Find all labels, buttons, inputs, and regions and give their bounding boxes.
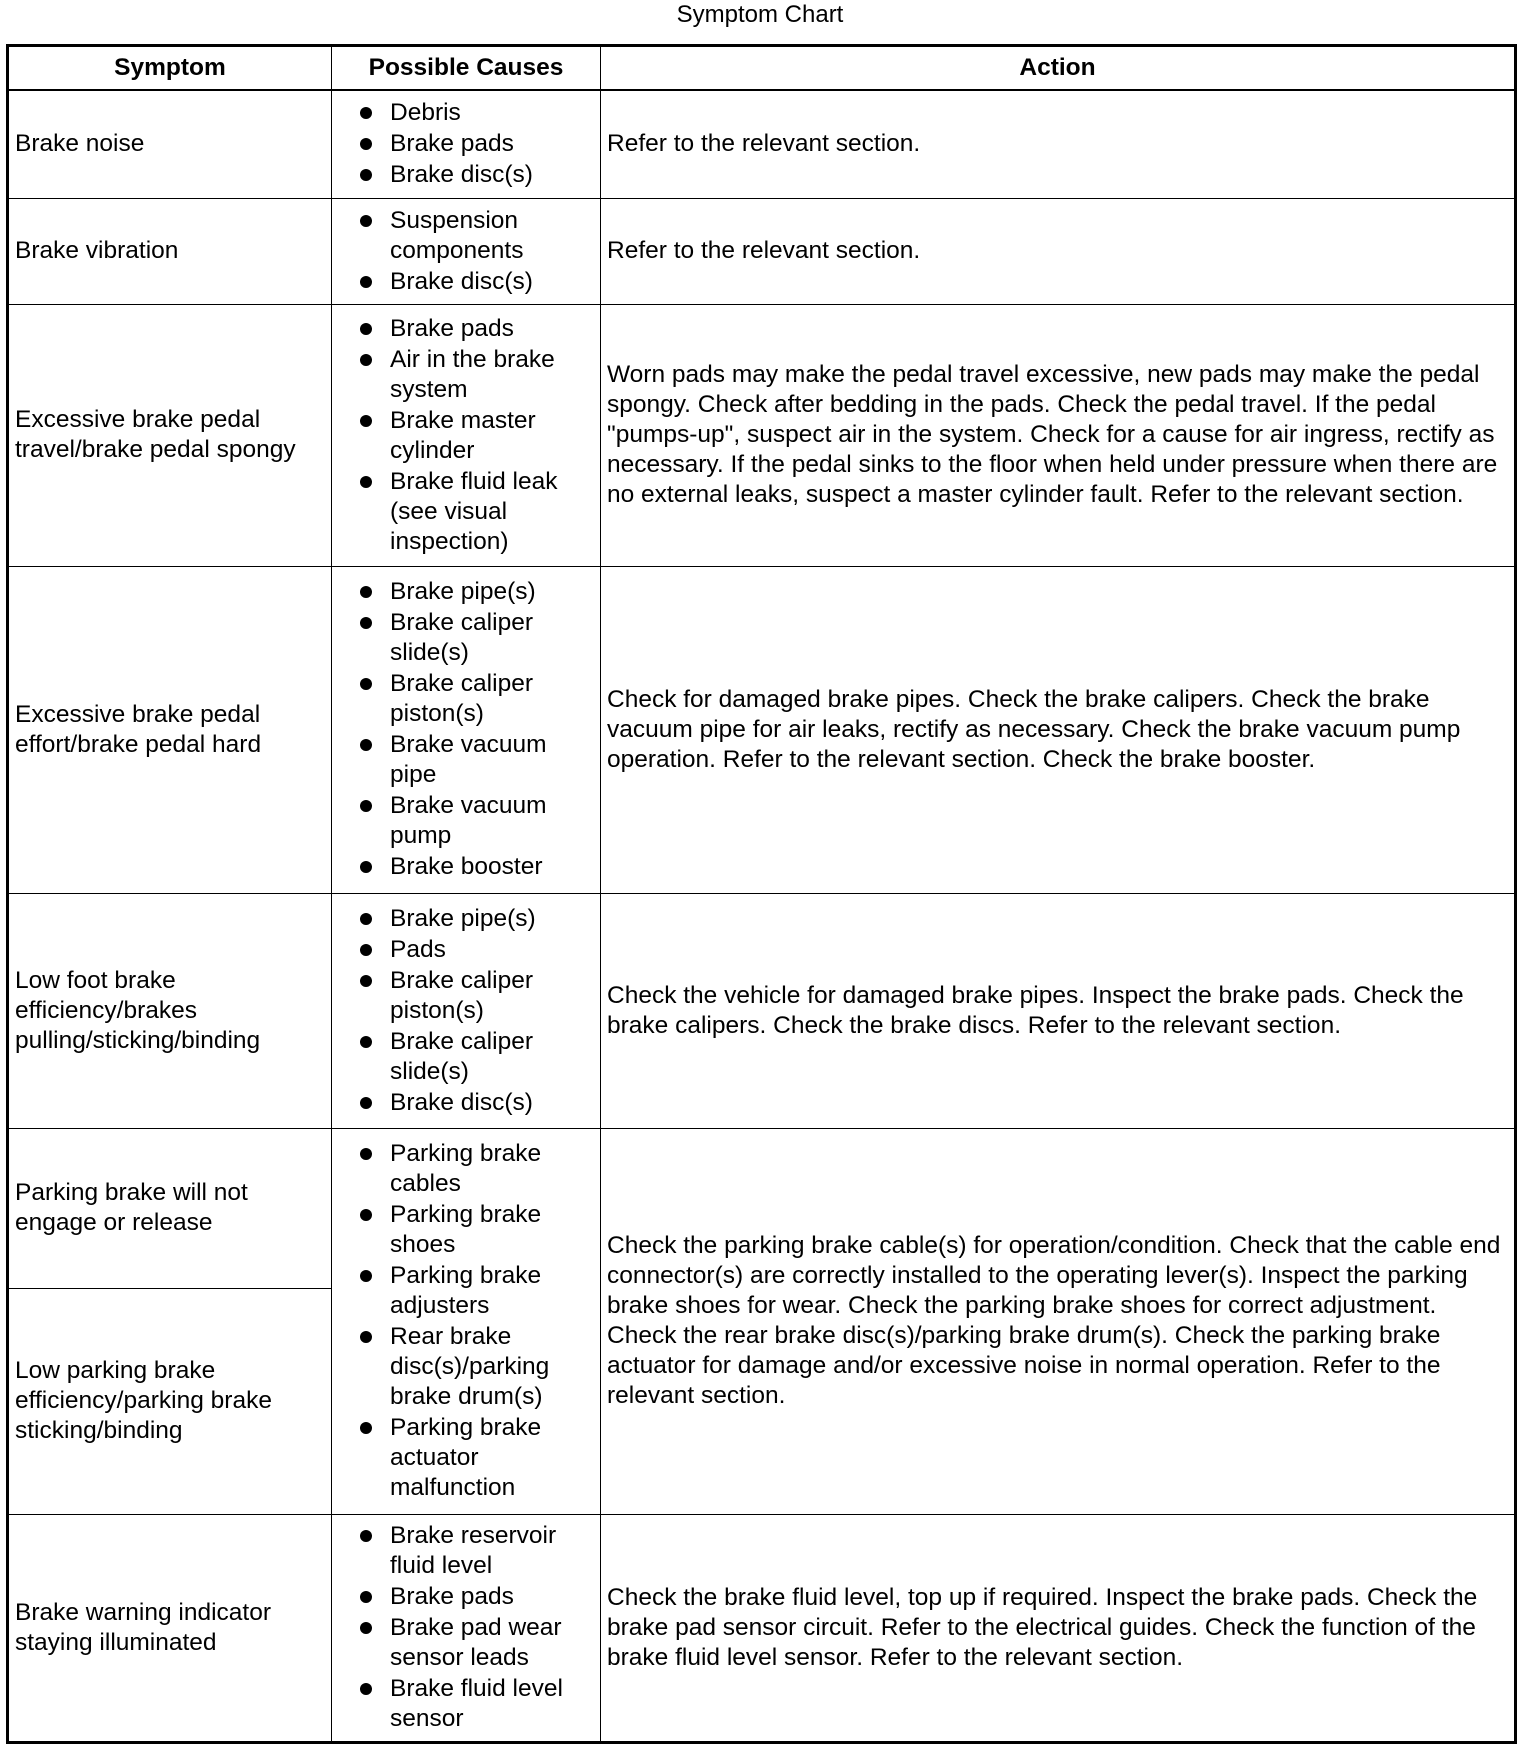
bullet-icon bbox=[360, 276, 372, 288]
bullet-icon bbox=[360, 1683, 372, 1695]
bullet-icon bbox=[360, 1036, 372, 1048]
cause-text: Air in the brake system bbox=[390, 345, 555, 403]
list-item bbox=[338, 1582, 594, 1612]
cause-text: Brake disc(s) bbox=[390, 267, 533, 295]
causes-cell bbox=[332, 198, 601, 304]
symptom-cell: Brake noise bbox=[8, 90, 332, 198]
causes-cell bbox=[332, 893, 601, 1128]
cause-text: Suspension components bbox=[390, 206, 524, 264]
causes-list bbox=[338, 95, 594, 193]
cause-text: Brake fluid level sensor bbox=[390, 1675, 563, 1732]
header-possible-causes: Possible Causes bbox=[332, 46, 601, 91]
list-item bbox=[338, 935, 594, 965]
list-item bbox=[338, 669, 594, 729]
list-item bbox=[338, 966, 594, 1026]
list-item bbox=[338, 1413, 594, 1503]
bullet-icon bbox=[360, 323, 372, 335]
list-item bbox=[338, 1613, 594, 1673]
list-item bbox=[338, 98, 594, 128]
bullet-icon bbox=[360, 1622, 372, 1634]
header-symptom: Symptom bbox=[8, 46, 332, 91]
cause-text: Brake pipe(s) bbox=[390, 904, 536, 932]
table-row bbox=[8, 566, 1516, 893]
list-item bbox=[338, 345, 594, 405]
symptom-cell: Brake vibration bbox=[8, 198, 332, 304]
bullet-icon bbox=[360, 1331, 372, 1343]
action-cell: Check the parking brake cable(s) for operation/condition. Check that the cable end connector(s) are correctly installed to the operating lever(s). Inspect the parking brake shoes for wear. Check the parking brake shoes for correct adjustment. Check the rear brake disc(s)/parking brake drum(s). Check the parking brake actuator for damage and/or excessive noise in normal operation. Refer to the relevant section. bbox=[601, 1128, 1516, 1514]
bullet-icon bbox=[360, 739, 372, 751]
list-item bbox=[338, 791, 594, 851]
action-cell: Worn pads may make the pedal travel excessive, new pads may make the pedal spongy. Check after bedding in the pads. Check the pedal travel. If the pedal "pumps-up", suspect air in the system. Check for a cause for air ingress, rectify as necessary. If the pedal sinks to the floor when held under pressure when there are no external leaks, suspect a master cylinder fault. Refer to the relevant section. bbox=[601, 304, 1516, 566]
bullet-icon bbox=[360, 586, 372, 598]
cause-text: Brake caliper piston(s) bbox=[390, 670, 533, 727]
symptom-cell: Low foot brake efficiency/brakes pulling/sticking/binding bbox=[8, 893, 332, 1128]
causes-list bbox=[338, 1136, 594, 1506]
list-item bbox=[338, 206, 594, 266]
cause-text: Parking brake cables bbox=[390, 1140, 542, 1197]
list-item bbox=[338, 160, 594, 190]
bullet-icon bbox=[360, 800, 372, 812]
list-item bbox=[338, 577, 594, 607]
table-row bbox=[8, 1514, 1516, 1742]
cause-text: Brake pads bbox=[390, 1583, 514, 1610]
causes-list bbox=[338, 574, 594, 885]
list-item bbox=[338, 852, 594, 882]
list-item bbox=[338, 1261, 594, 1321]
list-item bbox=[338, 904, 594, 934]
cause-text: Pads bbox=[390, 935, 446, 963]
symptom-cell: Parking brake will not engage or release bbox=[8, 1128, 332, 1288]
cause-text: Brake pad wear sensor leads bbox=[390, 1614, 562, 1671]
cause-text: Brake fluid leak (see visual inspection) bbox=[390, 467, 558, 555]
causes-cell bbox=[332, 90, 601, 198]
list-item bbox=[338, 267, 594, 297]
cause-text: Brake caliper piston(s) bbox=[390, 966, 533, 1024]
list-item bbox=[338, 1088, 594, 1118]
bullet-icon bbox=[360, 354, 372, 366]
symptom-cell: Excessive brake pedal travel/brake pedal spongy bbox=[8, 304, 332, 566]
causes-cell bbox=[332, 1514, 601, 1742]
bullet-icon bbox=[360, 861, 372, 873]
list-item bbox=[338, 1027, 594, 1087]
action-cell: Check the vehicle for damaged brake pipes. Inspect the brake pads. Check the brake calipers. Check the brake discs. Refer to the relevant section. bbox=[601, 893, 1516, 1128]
causes-cell bbox=[332, 304, 601, 566]
bullet-icon bbox=[360, 415, 372, 427]
action-cell: Check for damaged brake pipes. Check the brake calipers. Check the brake vacuum pipe for air leaks, rectify as necessary. Check the brake vacuum pump operation. Refer to the relevant section. Check the brake booster. bbox=[601, 566, 1516, 893]
bullet-icon bbox=[360, 1209, 372, 1221]
cause-text: Brake caliper slide(s) bbox=[390, 609, 533, 666]
cause-text: Parking brake adjusters bbox=[390, 1262, 542, 1319]
symptom-cell: Excessive brake pedal effort/brake pedal hard bbox=[8, 566, 332, 893]
header-row bbox=[8, 46, 1516, 91]
causes-list bbox=[338, 311, 594, 560]
symptom-cell: Brake warning indicator staying illuminated bbox=[8, 1514, 332, 1742]
cause-text: Brake pipe(s) bbox=[390, 578, 536, 605]
bullet-icon bbox=[360, 1591, 372, 1603]
causes-list bbox=[338, 901, 594, 1121]
bullet-icon bbox=[360, 107, 372, 119]
bullet-icon bbox=[360, 944, 372, 956]
list-item bbox=[338, 1674, 594, 1734]
document-title: Symptom Chart bbox=[676, 1, 844, 28]
symptom-cell: Low parking brake efficiency/parking brake sticking/binding bbox=[8, 1288, 332, 1514]
bullet-icon bbox=[360, 678, 372, 690]
action-cell: Refer to the relevant section. bbox=[601, 198, 1516, 304]
header-action: Action bbox=[601, 46, 1516, 91]
causes-cell bbox=[332, 1128, 601, 1514]
bullet-icon bbox=[360, 913, 372, 925]
cause-text: Parking brake shoes bbox=[390, 1201, 542, 1258]
causes-list bbox=[338, 1518, 594, 1737]
table-row bbox=[8, 198, 1516, 304]
list-item bbox=[338, 406, 594, 466]
cause-text: Brake caliper slide(s) bbox=[390, 1027, 533, 1085]
cause-text: Brake booster bbox=[390, 853, 543, 880]
bullet-icon bbox=[360, 138, 372, 150]
list-item bbox=[338, 129, 594, 159]
cause-text: Brake vacuum pump bbox=[390, 792, 547, 849]
cause-text: Brake reservoir fluid level bbox=[390, 1522, 557, 1579]
causes-list bbox=[338, 203, 594, 300]
table-row bbox=[8, 1128, 1516, 1288]
cause-text: Brake pads bbox=[390, 314, 514, 342]
cause-text: Brake master cylinder bbox=[390, 406, 536, 464]
bullet-icon bbox=[360, 476, 372, 488]
bullet-icon bbox=[360, 1422, 372, 1434]
bullet-icon bbox=[360, 215, 372, 227]
list-item bbox=[338, 1322, 594, 1412]
bullet-icon bbox=[360, 1530, 372, 1542]
causes-cell bbox=[332, 566, 601, 893]
bullet-icon bbox=[360, 617, 372, 629]
bullet-icon bbox=[360, 1148, 372, 1160]
cause-text: Brake pads bbox=[390, 130, 514, 158]
action-cell: Refer to the relevant section. bbox=[601, 90, 1516, 198]
bullet-icon bbox=[360, 975, 372, 987]
bullet-icon bbox=[360, 169, 372, 181]
symptom-chart-table bbox=[6, 44, 1517, 1744]
list-item bbox=[338, 1200, 594, 1260]
list-item bbox=[338, 1521, 594, 1581]
table-row bbox=[8, 304, 1516, 566]
cause-text: Brake vacuum pipe bbox=[390, 731, 547, 788]
list-item bbox=[338, 608, 594, 668]
action-cell: Check the brake fluid level, top up if required. Inspect the brake pads. Check the brake pad sensor circuit. Refer to the electrical guides. Check the function of the brake fluid level sensor. Refer to the relevant section. bbox=[601, 1514, 1516, 1742]
list-item bbox=[338, 730, 594, 790]
cause-text: Rear brake disc(s)/parking brake drum(s) bbox=[390, 1323, 550, 1410]
cause-text: Debris bbox=[390, 99, 461, 127]
bullet-icon bbox=[360, 1270, 372, 1282]
table-row bbox=[8, 893, 1516, 1128]
list-item bbox=[338, 467, 594, 557]
cause-text: Brake disc(s) bbox=[390, 161, 533, 189]
table-row bbox=[8, 90, 1516, 198]
list-item bbox=[338, 1139, 594, 1199]
list-item bbox=[338, 314, 594, 344]
bullet-icon bbox=[360, 1097, 372, 1109]
cause-text: Brake disc(s) bbox=[390, 1088, 533, 1116]
cause-text: Parking brake actuator malfunction bbox=[390, 1414, 542, 1501]
